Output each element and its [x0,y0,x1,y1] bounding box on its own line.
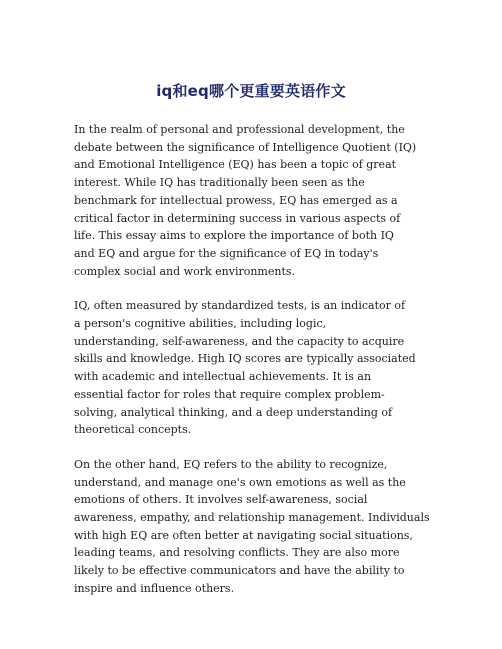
text-line: debate between the significance of Intelligence Quotient (IQ) [74,140,417,154]
text-line: a person's cognitive abilities, including logic, [74,317,327,331]
text-line: IQ, often measured by standardized tests, is an indicator of [74,299,406,313]
text-line: with academic and intellectual achievements. It is an [74,370,372,384]
text-line: likely to be effective communicators and have the ability to [74,564,405,578]
text-line: awareness, empathy, and relationship management. Individuals [74,511,430,525]
text-line: benchmark for intellectual prowess, EQ has emerged as a [74,193,398,207]
paragraph-intro [74,121,454,280]
text-line: solving, analytical thinking, and a deep understanding of [74,405,393,419]
text-line: essential factor for roles that require complex problem- [74,387,385,401]
text-line: skills and knowledge. High IQ scores are typically associated [74,352,416,366]
text-line: interest. While IQ has traditionally been seen as the [74,176,365,190]
essay-body [74,121,454,615]
text-line: complex social and work environments. [74,264,296,278]
text-line: critical factor in determining success in various aspects of [74,211,401,225]
paragraph-eq [74,456,454,598]
text-line: theoretical concepts. [74,423,192,437]
text-line: On the other hand, EQ refers to the ability to recognize, [74,457,388,471]
text-line: emotions of others. It involves self-awareness, social [74,493,368,507]
text-line: In the realm of personal and professional development, the [74,123,405,136]
text-line: understand, and manage one's own emotions as well as the [74,475,406,489]
text-line: understanding, self-awareness, and the capacity to acquire [74,334,405,348]
text-line: and EQ and argue for the significance of EQ in today's [74,246,379,260]
paragraph-iq [74,297,454,439]
text-line: leading teams, and resolving conflicts. They are also more [74,546,400,560]
text-line: life. This essay aims to explore the importance of both IQ [74,229,394,243]
text-line: with high EQ are often better at navigating social situations, [74,528,413,542]
essay-title: iq和eq哪个更重要英语作文 [156,82,346,100]
text-line: and Emotional Intelligence (EQ) has been a topic of great [74,158,397,172]
text-line: inspire and influence others. [74,581,235,595]
